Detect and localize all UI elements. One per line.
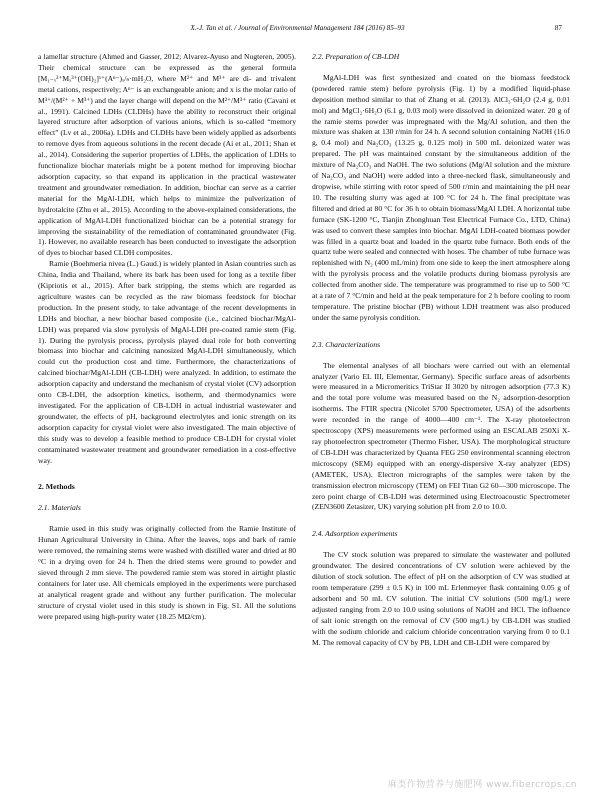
section-methods-heading: 2. Methods	[38, 482, 75, 492]
watermark: 麻类作物营养与施肥网 www.fibercrops.cn	[387, 780, 577, 790]
ramie-paragraph: Ramie (Boehmeria nivea (L.) Gaud.) is widely planted in Asian countries such as China, India and Thailand, where its bark has been used for long as a textile fiber (Kipriotis et al., 2015). After bark stripping, the stems which are regarded as agriculture wastes can be recycled as the raw biomass feedstock for biochar production. In the present study, to take advantage of the recent developments in LDHs and biochar, a new biochar based composite (i.e., calcined biochar/MgAl-LDH) was prepared via slow pyrolysis of MgAl-LDH pre-coated ramie stem (Fig. 1). During the pyrolysis process, pyrolysis played dual role for both converting biomass into biochar and calcining nanosized MgAl-LDH simultaneously, which could cut the production cost and time. Furthermore, the characterizations of calcined biochar/MgAl-LDH (CB-LDH) were analyzed. In addition, to estimate the adsorption capacity and understand the mechanism of crystal violet (CV) adsorption onto CB-LDH, the adsorption kinetics, isotherm, and thermodynamics were investigated. For the application of CB-LDH in actual industrial wastewater and groundwater, the effects of pH, background electrolytes and ionic strength on its adsorption capacity for crystal violet were also investigated. The main objective of this study was to develop a feasible method to produce CB-LDH for crystal violet contaminated wastewater treatment and groundwater remediation in a cost-effective way.	[38, 259, 296, 465]
left-column	[38, 52, 296, 622]
journal-citation: X.-J. Tan et al. / Journal of Environmental Management 184 (2016) 85–93	[190, 24, 405, 32]
adsorption-paragraph: The CV stock solution was prepared to simulate the wastewater and polluted groundwater. The desired concentrations of CV solution were achieved by the dilution of stock solution. The effect of pH on the adsorption of CV was studied at room temperature (299 ± 0.5 K) in 100 mL Erlenmeyer flask containing 0.05 g of adsorbent and 50 mL CV solution. The initial CV solutions (500 mg/L) were adjusted ranging from 2.0 to 10.0 using solutions of NaOH and HCl. The influence of salt ionic strength on the removal of CV (500 mg/L) by CB-LDH was studied with the sodium chloride and calcium chloride concentration varying from 0 to 0.1 M. The removal capacity of CV by PB, LDH and CB-LDH were compared by	[312, 550, 570, 647]
running-header	[0, 24, 595, 36]
preparation-paragraph: MgAl-LDH was first synthesized and coated on the biomass feedstock (powdered ramie stem) before pyrolysis (Fig. 1) by a modified liquid-phase deposition method similar to that of Zhang et al. (2013). AlCl₃·6H₂O (2.4 g, 0.01 mol) and MgCl₂·6H₂O (6.1 g, 0.03 mol) were dissolved in deionized water. 20 g of the ramie stems powder was impregnated with the Mg/Al solution, and then the mixture was shaken at 130 r/min for 24 h. A second solution containing NaOH (16.0 g, 0.4 mol) and Na₂CO₃ (13.25 g, 0.125 mol) in 500 mL deionized water was prepared. The pH was maintained constant by the simultaneous addition of the mixture of Na₂CO₃ and NaOH. The two solutions (Mg/Al solution and the mixture of Na₂CO₃ and NaOH) were added into a three-necked flask, simultaneously and dropwise, while stirring with rotor speed of 500 r/min and maintaining the pH near 10. The resulting slurry was aged at 100 °C for 24 h. The final precipitate was filtered and dried at 80 °C for 36 h to obtain biomass/MgAl LDH. A horizontal tube furnace (SK-1200 °C, Tianjin Zhonghuan Test Electrical Furnace Co., LTD, China) was used to convert these samples into biochar. MgAl LDH-coated biomass powder was filled in a quartz boat and loaded in the quartz tube furnace. Both ends of the quartz tube were sealed and connected with hoses. The chamber of tube furnace was replenished with N₂ (400 mL/min) from one side to keep the inert atmosphere along with the pyrolysis process and the volatile products during biomass pyrolysis are collected from another side. The temperature was programmed to rise up to 500 °C at a rate of 7 °C/min and held at the peak temperature for 2 h before cooling to room temperature. The pristine biochar (PB) without LDH treatment was also produced under the same pyrolysis condition.	[312, 72, 570, 322]
preparation-heading: 2.2. Preparation of CB-LDH	[312, 52, 400, 61]
adsorption-heading: 2.4. Adsorption experiments	[312, 529, 398, 539]
materials-paragraph: Ramie used in this study was originally collected from the Ramie Institute of Hunan Agricultural University in China. After the leaves, tops and bark of ramie were removed, the remaining stems were washed with distilled water and dried at 80 °C in a drying oven for 24 h. Then the dried stems were ground to powder and sieved through 2 mm sieve. The powdered ramie stem was stored in airtight plastic containers for later use. All chemicals employed in the experiments were purchased at analytical reagent grade and without any further purification. The molecular structure of crystal violet used in this study is shown in Fig. S1. All the solutions were prepared using high-purity water (18.25 MΩ/cm).	[38, 524, 296, 621]
page-number: 87	[554, 24, 562, 32]
right-column	[312, 52, 570, 648]
materials-heading: 2.1. Materials	[38, 503, 81, 513]
intro-paragraph: a lamellar structure (Ahmed and Gasser, 2012; Alvarez-Ayuso and Nugteren, 2005). Their chemical structure can be expressed as the general formula [M₁₋ₓ²⁺Mₓ³⁺(OH)₂]ˣ⁺(Aⁿ⁻)ₓ/ₙ·mH₂O, where M²⁺ and M³⁺ are di- and trivalent metal cations, respectively; Aⁿ⁻ is an exchangeable anion; and x is the molar ratio of M³⁺/(M²⁺ + M³⁺) and the layer charge will depend on the M²⁺/M³⁺ ratio (Cavani et al., 1991). Calcined LDHs (CLDHs) have the ability to reconstruct their original layered structure after adsorption of various anions, which is so-called “memory effect” (Lv et al., 2006a). LDHs and CLDHs have been widely applied as adsorbents to remove dyes from aqueous solutions in the recent decade (Ai et al., 2011; Shan et al., 2014). Considering the superior properties of LDHs, the application of LDHs to functionalize biochar materials might be a potent method for improving biochar adsorption capacity, so that expand its application in the practical wastewater treatment and groundwater remediation. In addition, biochar can serve as a carrier material for the MgAl-LDH, which helps to minimize the pulverization of hydrotalcite (Zhu et al., 2015). According to the above-explained considerations, the application of MgAl-LDH functionalized biochar can be a potential strategy for improving the sustainability of the remediation of contaminated groundwater (Fig. 1). However, no available research has been conducted to investigate the adsorption of dyes to biochar based CLDH composites.	[38, 52, 296, 258]
characterizations-paragraph: The elemental analyses of all biochars were carried out with an elemental analyzer (Vario EL III, Elementar, Germany). Specific surface areas of adsorbents were measured in a Micromeritics TriStar II 3020 by nitrogen adsorption (77.3 K) and the total pore volume was measured based on the N₂ adsorption-desorption isotherms. The FTIR spectra (Nicolet 5700 Spectrometer, USA) of the adsorbents were recorded in the range of 4000—400 cm⁻¹. The X-ray photoelectron spectroscopy (XPS) measurements were performed using an ESCALAB 250Xi X-ray photoelectron spectrometer (Thermo Fisher, USA). The morphological structure of CB-LDH was characterized by Quanta FEG 250 environmental scanning electron microscopy (SEM) equipped with an energy-dispersive X-ray analyzer (EDS) (AMETEK, USA). Electron micrographs of the samples were taken by the transmission electron microscopy (TEM) on FEI Titan G2 60—300 microscope. The zero point charge of CB-LDH was determined using Electroacoustic Spectrometer (ZEN3600 Zetasizer, UK) varying solution pH from 2.0 to 10.0.	[312, 360, 570, 512]
characterizations-heading: 2.3. Characterizations	[312, 339, 381, 349]
